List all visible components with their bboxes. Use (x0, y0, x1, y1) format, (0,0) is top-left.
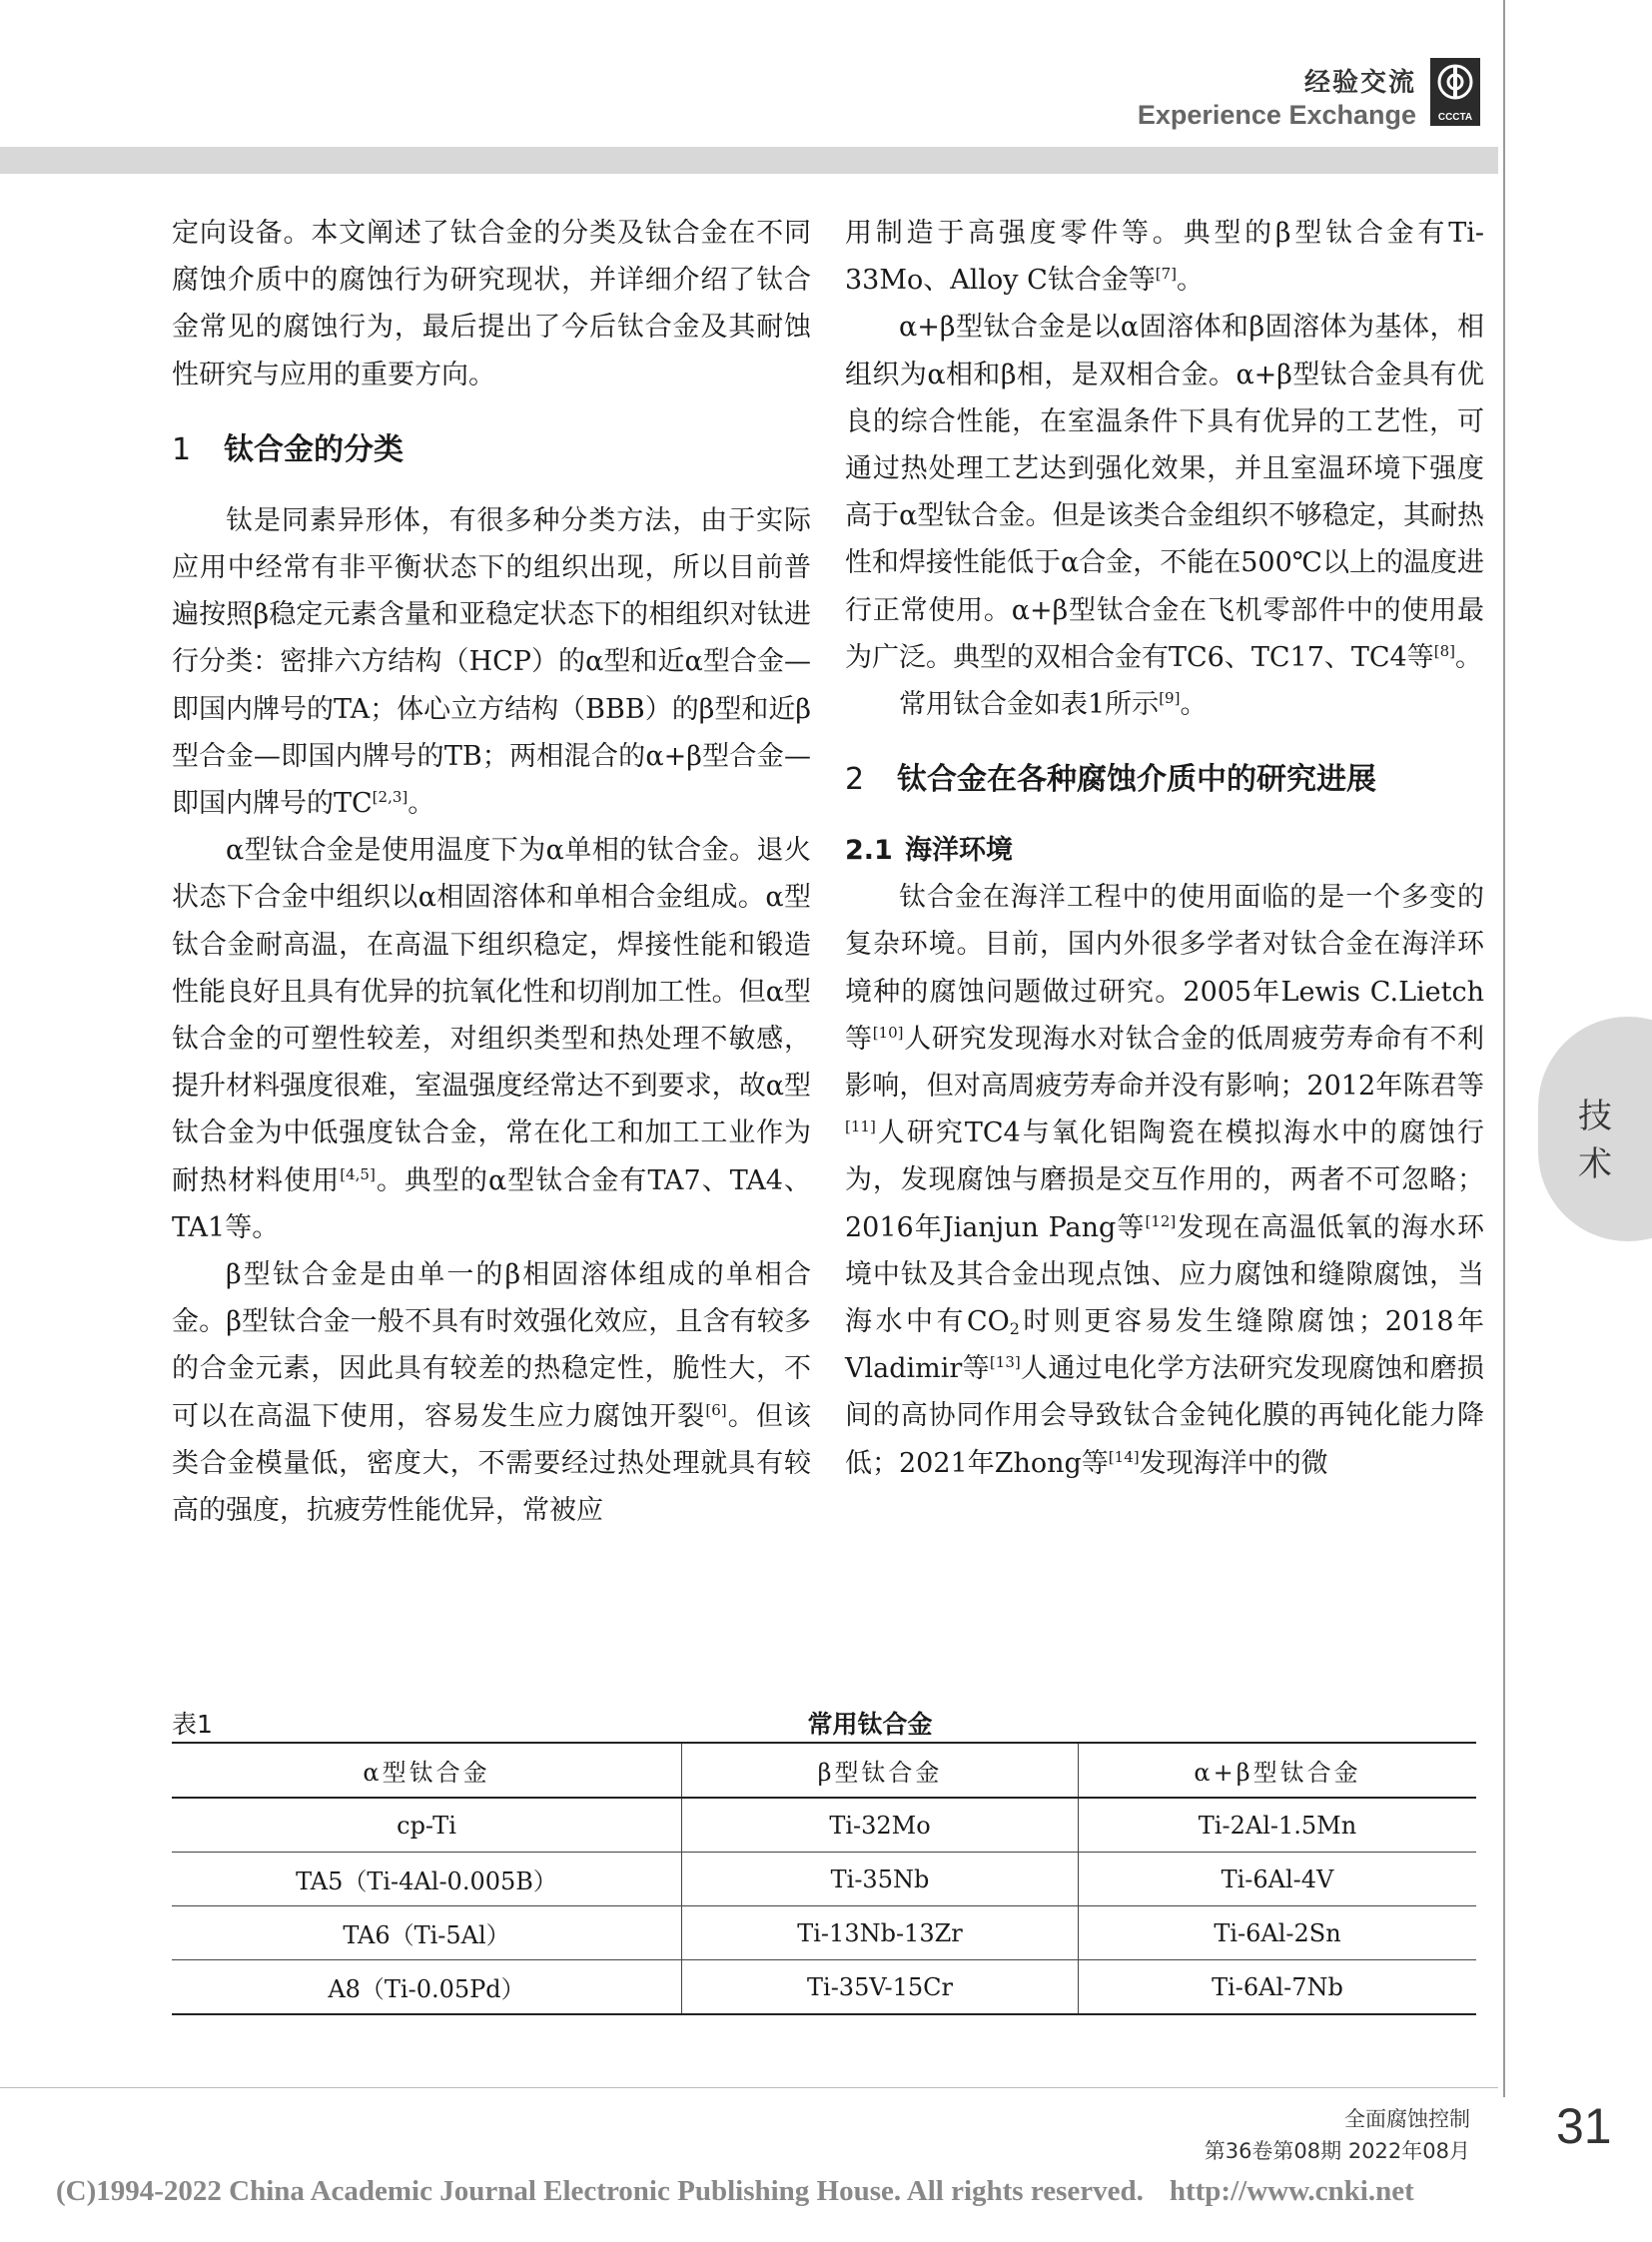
copyright-notice (56, 2175, 1414, 2208)
citation: [4,5] (340, 1164, 376, 1183)
text: 钛是同素异形体，有很多种分类方法，由于实际应用中经常有非平衡状态下的组织出现，所以目前普遍按照β稳定元素含量和亚稳定状态下的相组织对钛进行分类：密排六方结构（HCP）的α型和近α型合金—即国内牌号的TA；体心立方结构（BBB）的β型和近β型合金—即国内牌号的TB；两相混合的α+β型合金—即国内牌号的TC (172, 504, 811, 820)
text: α+β型钛合金是以α固溶体和β固溶体为基体，相组织为α相和β相，是双相合金。α+β型钛合金具有优良的综合性能，在室温条件下具有优异的工艺性，可通过热处理工艺达到强化效果，并且室温环境下强度高于α型钛合金。但是该类合金组织不够稳定，其耐热性和焊接性能低于α合金，不能在500℃以上的温度进行正常使用。α+β型钛合金在飞机零部件中的使用最为广泛。典型的双相合金有TC6、TC17、TC4等 (845, 312, 1484, 673)
citation: [8] (1433, 641, 1455, 660)
citation: [12] (1145, 1211, 1177, 1230)
left-column (172, 210, 811, 1534)
citation: [10] (872, 1023, 904, 1042)
citation: [7] (1155, 265, 1178, 284)
subsection-heading (845, 827, 1484, 874)
paragraph (845, 681, 1484, 728)
section-heading (172, 426, 811, 473)
text: 人研究TC4与氧化铝陶瓷在模拟海水中的腐蚀行为，发现腐蚀与磨损是交互作用的，两者不可忽略；2016年Jianjun Pang等 (845, 1118, 1484, 1243)
table-label: 表1 (172, 1710, 213, 1739)
cnki-link[interactable]: http://www.cnki.net (1169, 2175, 1414, 2207)
text: 。 (1454, 641, 1482, 673)
table-row (172, 1798, 1476, 1853)
table-cell: A8（Ti-0.05Pd） (172, 1960, 682, 2015)
side-tab-char-1: 技 (1578, 1097, 1612, 1136)
section-title-en: Experience Exchange (1137, 100, 1416, 130)
paragraph (172, 1251, 811, 1534)
subsection-number: 2.1 (845, 835, 893, 867)
side-tab-char-2: 术 (1578, 1144, 1612, 1184)
subscript: 2 (1009, 1319, 1020, 1339)
table-title: 常用钛合金 (807, 1710, 933, 1739)
table-cell: cp-Ti (172, 1798, 682, 1853)
text: 时则更容易发生缝隙腐蚀；2018年Vladimir等 (845, 1306, 1484, 1385)
citation: [13] (989, 1353, 1021, 1372)
column-header: α+β型钛合金 (1079, 1743, 1477, 1798)
citation: [14] (1108, 1447, 1140, 1466)
text: 发现海洋中的微 (1139, 1447, 1328, 1479)
column-header: β型钛合金 (682, 1743, 1079, 1798)
column-header: α型钛合金 (172, 1743, 682, 1798)
table-cell: Ti-32Mo (682, 1798, 1079, 1853)
text: 。 (408, 788, 435, 820)
margin-rule (1503, 0, 1505, 2097)
table-cell: Ti-6Al-4V (1079, 1853, 1477, 1906)
journal-name: 全面腐蚀控制 (1344, 2107, 1470, 2131)
table-cell: Ti-35Nb (682, 1853, 1079, 1906)
table-cell: Ti-35V-15Cr (682, 1960, 1079, 2015)
table-row (172, 1906, 1476, 1960)
text: β型钛合金是由单一的β相固溶体组成的单相合金。β型钛合金一般不具有时效强化效应，且含有较多的合金元素，因此具有较差的热稳定性，脆性大，不可以在高温下使用，容易发生应力腐蚀开裂 (172, 1259, 811, 1432)
table-cell: Ti-6Al-2Sn (1079, 1906, 1477, 1960)
table-row (172, 1960, 1476, 2015)
text: 人通过电化学方法研究发现腐蚀和磨损间的高协同作用会导致钛合金钝化膜的再钝化能力降低；2021年Zhong等 (845, 1353, 1485, 1479)
section-title: 钛合金在各种腐蚀介质中的研究进展 (897, 762, 1376, 798)
text: 。 (1177, 265, 1205, 297)
alloy-table (172, 1742, 1476, 2015)
text: 用制造于高强度零件等。典型的β型钛合金有Ti-33Mo、Alloy C钛合金等 (845, 218, 1484, 297)
table-cell: TA6（Ti-5Al） (172, 1906, 682, 1960)
issue-info: 第36卷第08期 2022年08月 (1204, 2139, 1470, 2163)
text: 常用钛合金如表1所示 (899, 689, 1160, 721)
section-number: 1 (172, 431, 192, 467)
section-number: 2 (845, 762, 865, 798)
citation: [9] (1159, 689, 1181, 708)
footer-divider (0, 2087, 1498, 2088)
table-row (172, 1853, 1476, 1906)
text: 发现在高温低氧的海水环境中钛及其合金出现点蚀、应力腐蚀和缝隙腐蚀，当海水中有CO (845, 1211, 1484, 1338)
section-title: 钛合金的分类 (224, 431, 404, 467)
table-cell: TA5（Ti-4Al-0.005B） (172, 1853, 682, 1906)
text: 。 (1180, 689, 1208, 721)
text: 。典型的α型钛合金有TA7、TA4、TA1等。 (172, 1164, 811, 1243)
header-band (0, 147, 1498, 174)
paragraph (845, 210, 1484, 304)
paragraph (172, 827, 811, 1251)
text: 人研究发现海水对钛合金的低周疲劳寿命有不利影响，但对高周疲劳寿命并没有影响；2012年陈君等 (845, 1023, 1485, 1103)
subsection-title: 海洋环境 (905, 835, 1013, 867)
citation: [6] (705, 1400, 727, 1419)
text: α型钛合金是使用温度下为α单相的钛合金。退火状态下合金中组织以α相固溶体和单相合金组成。α型钛合金耐高温，在高温下组织稳定，焊接性能和锻造性能良好且具有优异的抗氧化性和切削加工性。但α型钛合金的可塑性较差，对组织类型和热处理不敏感，提升材料强度很难，室温强度经常达不到要求，故α型钛合金为中低强度钛合金，常在化工和加工工业作为耐热材料使用 (172, 835, 811, 1196)
citation: [11] (845, 1118, 876, 1136)
section-title-cn: 经验交流 (1303, 68, 1416, 98)
table-header-row (172, 1743, 1476, 1798)
table-cell: Ti-13Nb-13Zr (682, 1906, 1079, 1960)
journal-logo-icon (1430, 58, 1480, 126)
paragraph: 定向设备。本文阐述了钛合金的分类及钛合金在不同腐蚀介质中的腐蚀行为研究现状，并详细介绍了钛合金常见的腐蚀行为，最后提出了今后钛合金及其耐蚀性研究与应用的重要方向。 (172, 218, 811, 390)
citation: [2,3] (372, 788, 409, 807)
copyright-text: (C)1994-2022 China Academic Journal Electronic Publishing House. All rights reserved. (56, 2175, 1144, 2207)
section-heading (845, 756, 1484, 803)
table-cell: Ti-6Al-7Nb (1079, 1960, 1477, 2015)
right-column (845, 210, 1484, 1487)
paragraph (845, 304, 1484, 681)
page-number: 31 (1556, 2098, 1612, 2154)
logo-text: CCCTA (1437, 112, 1473, 123)
table-cell: Ti-2Al-1.5Mn (1079, 1798, 1477, 1853)
paragraph (172, 497, 811, 827)
text: 钛合金在海洋工程中的使用面临的是一个多变的复杂环境。目前，国内外很多学者对钛合金在海洋环境种的腐蚀问题做过研究。2005年Lewis C.Lietch等 (845, 882, 1484, 1055)
text: 。但该类合金模量低，密度大，不需要经过热处理就具有较高的强度，抗疲劳性能优异，常被应 (172, 1400, 811, 1527)
paragraph (845, 874, 1484, 1487)
